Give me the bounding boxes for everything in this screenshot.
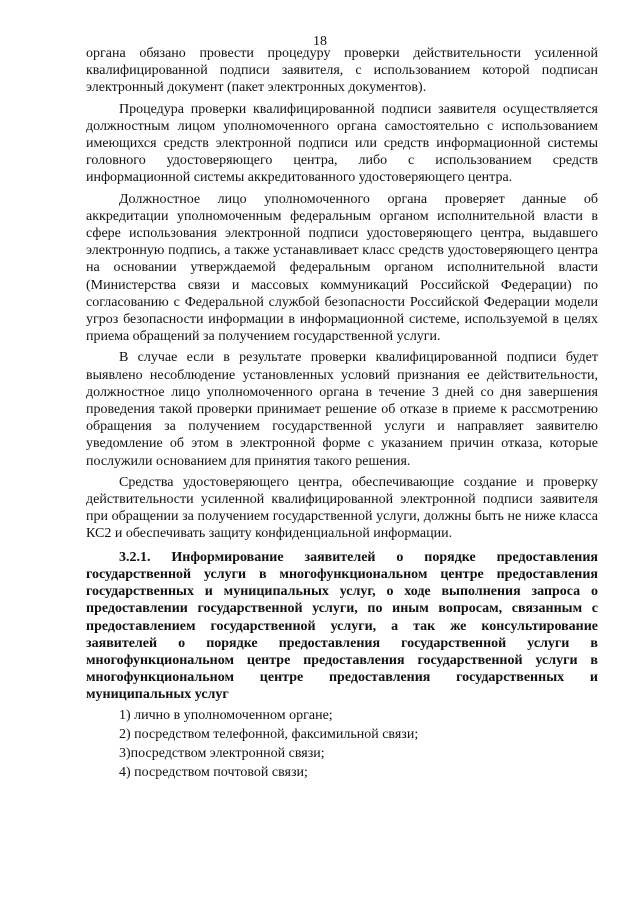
list-item: 1) лично в уполномоченном органе; xyxy=(119,707,333,723)
list-item: 4) посредством почтовой связи; xyxy=(119,764,308,780)
section-heading: 3.2.1. Информирование заявителей о порядке предоставления государственной услуги в многофункциональном центре предоставления государственных и муниципальных услуг, о ходе выполнения запроса о предоставлении государственной услуги, по иным вопросам, связанным с предоставлением государственной услуги, а так же консультирование заявителей о порядке предоставления государственной услуги в многофункциональном центре предоставления государственной услуги в многофункциональном центре предоставления государственных и муниципальных услуг xyxy=(86,549,598,703)
page-number: 18 xyxy=(313,34,327,49)
list-item: 3)посредством электронной связи; xyxy=(119,745,325,761)
paragraph-accreditation-check: Должностное лицо уполномоченного органа проверяет данные об аккредитации уполномоченным федеральным органом исполнительной власти в сфере использования электронной подписи удостоверяющего центра, выдавшего электронную подпись, а также устанавливает класс средств удостоверяющего центра на основании утверждаемой федеральным органом исполнительной власти (Министерства связи и массовых коммуникаций Российской Федерации) по согласованию с Федеральной службой безопасности Российской Федерации модели угроз безопасности информации в информационной системе, используемой в целях приема обращений за получением государственной услуги. xyxy=(86,191,598,345)
paragraph-refusal: В случае если в результате проверки квалифицированной подписи будет выявлено несоблюдение установленных условий признания ее действительности, должностное лицо уполномоченного органа в течение 3 дней со дня завершения проведения такой проверки принимает решение об отказе в приеме к рассмотрению обращения за получением государственной услуги и направляет заявителю уведомление об этом в электронной форме с указанием причин отказа, которые послужили основанием для принятия такого решения. xyxy=(86,350,598,469)
paragraph-verification-procedure: Процедура проверки квалифицированной подписи заявителя осуществляется должностным лицом уполномоченного органа самостоятельно с использованием имеющихся средств электронной подписи или средств информационной системы головного удостоверяющего центра, либо с использованием средств информационной системы аккредитованного удостоверяющего центра. xyxy=(86,101,598,186)
document-body xyxy=(86,45,598,782)
contact-methods-list xyxy=(86,706,598,782)
list-item: 2) посредством телефонной, факсимильной связи; xyxy=(119,726,419,742)
paragraph-continuation: органа обязано провести процедуру проверки действительности усиленной квалифицированной подписи заявителя, с использованием которой подписан электронный документ (пакет электронных документов). xyxy=(86,46,598,96)
paragraph-certification-means: Средства удостоверяющего центра, обеспечивающие создание и проверку действительности усиленной квалифицированной электронной подписи заявителя при обращении за получением государственной услуги, должны быть не ниже класса КС2 и обеспечивать защиту конфиденциальной информации. xyxy=(86,474,598,542)
